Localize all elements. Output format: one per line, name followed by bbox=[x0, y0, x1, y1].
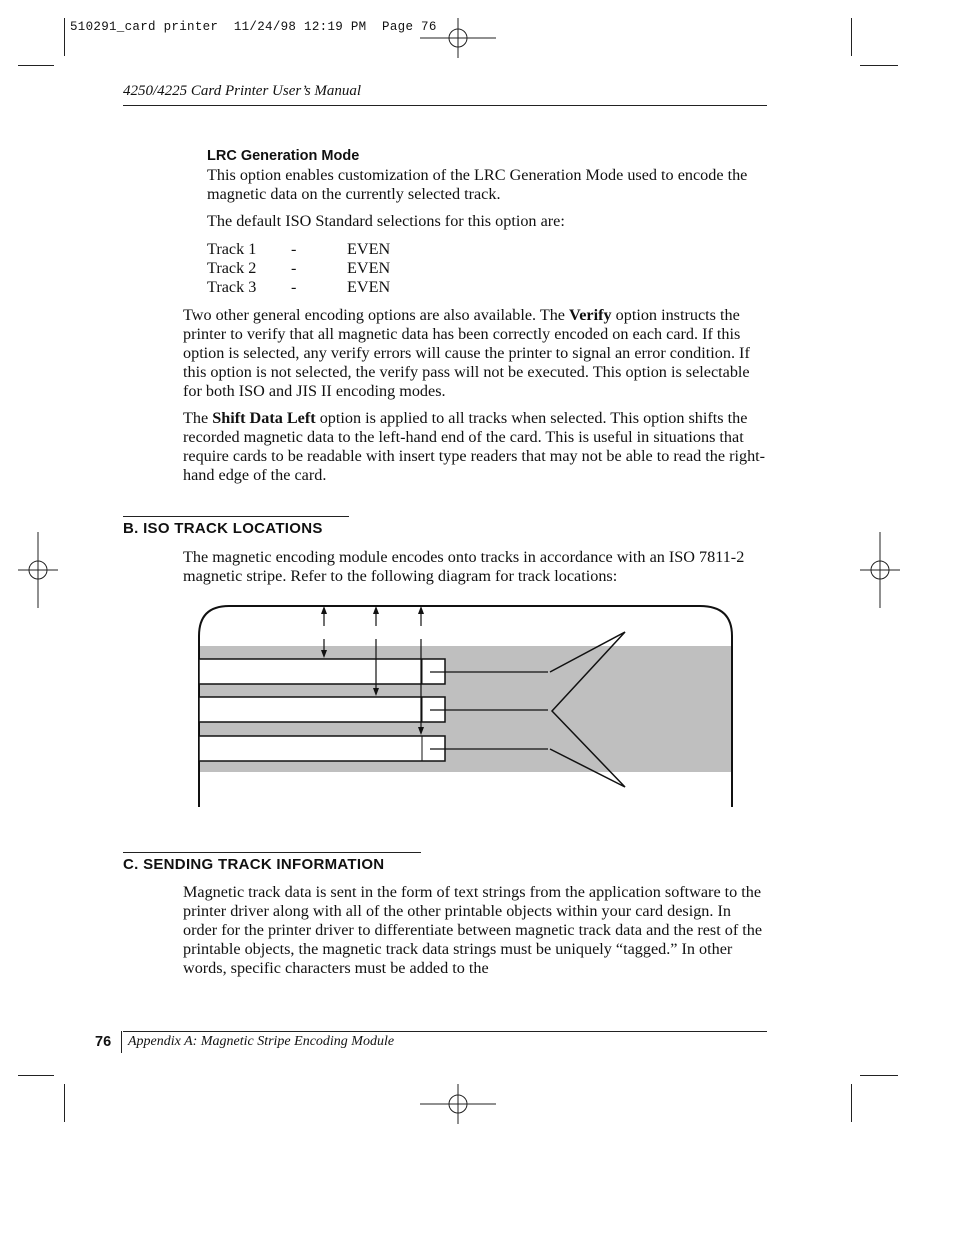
lrc-description bbox=[207, 166, 767, 231]
track-2-box bbox=[199, 697, 445, 722]
track-3-box bbox=[199, 736, 445, 761]
track-row bbox=[207, 259, 390, 278]
verify-paragraph bbox=[183, 306, 767, 401]
crop-mark bbox=[851, 18, 852, 56]
verify-post: option instructs the printer to verify that all magnetic data has been correctly encoded on each card. If this option is selected, any verify errors will cause the printer to signal an error condition. If this option is not selected, the verify pass will not be executed. This option is selectable for both ISO and JIS II encoding modes. bbox=[183, 306, 750, 400]
crop-mark bbox=[851, 1084, 852, 1122]
shift-pre: The bbox=[183, 409, 213, 427]
track-name: Track 3 bbox=[207, 278, 257, 296]
track-name: Track 1 bbox=[207, 240, 257, 258]
section-b-rule bbox=[123, 516, 349, 517]
crop-mark bbox=[860, 65, 898, 66]
verify-term: Verify bbox=[569, 306, 612, 324]
track-defaults-table bbox=[207, 240, 390, 297]
track-name: Track 2 bbox=[207, 259, 257, 277]
footer-divider bbox=[121, 1031, 122, 1053]
running-header: 4250/4225 Card Printer User’s Manual bbox=[123, 83, 362, 99]
header-rule bbox=[123, 105, 767, 106]
track-row bbox=[207, 278, 390, 297]
lrc-para-1: This option enables customization of the LRC Generation Mode used to encode the magnetic data on the currently selected track. bbox=[207, 166, 748, 203]
track-location-diagram bbox=[190, 600, 750, 815]
registration-mark-right bbox=[860, 532, 900, 608]
registration-mark-left bbox=[18, 532, 58, 608]
crop-mark bbox=[64, 1084, 65, 1122]
verify-pre: Two other general encoding options are also available. The bbox=[183, 306, 570, 324]
section-b-heading: B. ISO TRACK LOCATIONS bbox=[123, 520, 323, 537]
section-c-paragraph: Magnetic track data is sent in the form of text strings from the application software to the printer driver along with all of the other printable objects within your card design. In order for the printer driver to differentiate between magnetic track data and the rest of the printable objects, the magnetic track data strings must be uniquely “tagged.” In other words, specific characters must be added to the bbox=[183, 883, 763, 977]
shift-term: Shift Data Left bbox=[212, 409, 316, 427]
slug-line: 510291_card printer 11/24/98 12:19 PM Page 76 bbox=[70, 20, 437, 34]
lrc-para-2: The default ISO Standard selections for this option are: bbox=[207, 212, 565, 230]
crop-mark bbox=[18, 65, 54, 66]
footer-title: Appendix A: Magnetic Stripe Encoding Module bbox=[128, 1034, 395, 1049]
footer-rule bbox=[123, 1031, 767, 1032]
track-row bbox=[207, 240, 390, 259]
track-value: EVEN bbox=[347, 278, 391, 296]
crop-mark bbox=[860, 1075, 898, 1076]
registration-mark-bottom bbox=[420, 1084, 496, 1124]
lrc-heading: LRC Generation Mode bbox=[207, 148, 360, 164]
shift-paragraph bbox=[183, 409, 767, 485]
section-c-rule bbox=[123, 852, 421, 853]
section-b-paragraph: The magnetic encoding module encodes onto tracks in accordance with an ISO 7811-2 magnetic stripe. Refer to the following diagram for track locations: bbox=[183, 548, 745, 585]
section-c-heading: C. SENDING TRACK INFORMATION bbox=[123, 856, 385, 873]
track-dash: - bbox=[291, 240, 297, 258]
track-dash: - bbox=[291, 278, 297, 296]
track-value: EVEN bbox=[347, 240, 391, 258]
page-number: 76 bbox=[95, 1034, 112, 1050]
track-1-box bbox=[199, 659, 445, 684]
shift-post: option is applied to all tracks when selected. This option shifts the recorded magnetic data to the left-hand end of the card. This is useful in situations that require cards to be readable with insert type readers that may not be able to read the right-hand edge of the card. bbox=[183, 409, 766, 484]
crop-mark bbox=[18, 1075, 54, 1076]
track-dash: - bbox=[291, 259, 297, 277]
crop-mark bbox=[64, 18, 65, 56]
track-value: EVEN bbox=[347, 259, 391, 277]
